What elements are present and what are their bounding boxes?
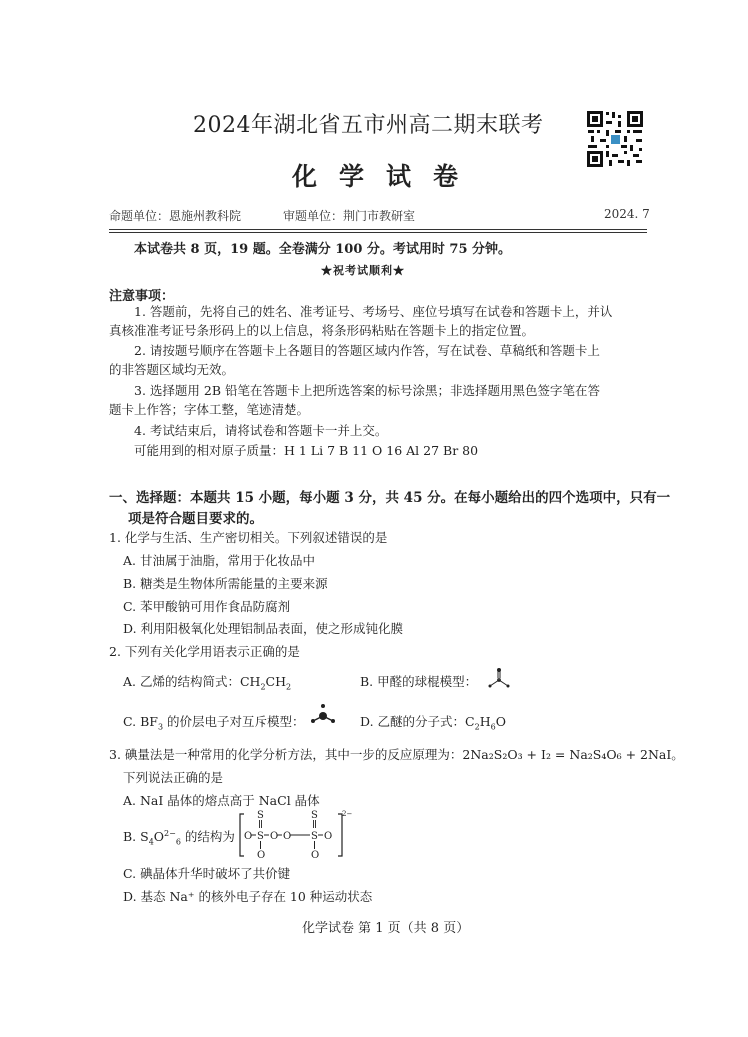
q3-stem-line-2: 下列说法正确的是: [123, 770, 224, 785]
struct-s-top-2: S: [311, 810, 318, 821]
note-1-line-1: 1. 答题前，先将自己的姓名、准考证号、考场号、座位号填写在试卷和答题卡上，并认: [134, 304, 613, 319]
section-1-heading: 一、选择题：本题共 15 小题，每小题 3 分，共 45 分。在每小题给出的四个选项中，只有一: [109, 490, 671, 506]
q3-option-d: D. 基态 Na⁺ 的核外电子存在 10 种运动状态: [123, 889, 373, 904]
q2-stem: 2. 下列有关化学用语表示正确的是: [109, 644, 300, 659]
q1-stem: 1. 化学与生活、生产密切相关。下列叙述错误的是: [109, 530, 388, 545]
struct-s-1: S: [257, 831, 264, 842]
struct-o-mid-2: O: [283, 831, 292, 842]
page-footer: 化学试卷 第 1 页（共 8 页）: [302, 921, 470, 936]
q2-option-a: A. 乙烯的结构简式：$CH_2CH_2$: [123, 674, 292, 692]
q1-option-d: D. 利用阳极氧化处理铝制品表面，使之形成钝化膜: [123, 621, 404, 636]
notes-heading: 注意事项：: [109, 289, 175, 304]
note-2-line-1: 2. 请按题号顺序在答题卡上各题目的答题区域内作答，写在试卷、草稿纸和答题卡上: [134, 343, 600, 358]
q3-option-c: C. 碘晶体升华时破坏了共价键: [123, 866, 291, 881]
note-3-line-1: 3. 选择题用 2B 铅笔在答题卡上把所选答案的标号涂黑；非选择题用黑色签字笔在答: [134, 383, 600, 398]
exam-title: 2024年湖北省五市州高二期末联考: [193, 113, 544, 138]
exam-subject: 化学试卷: [292, 162, 481, 191]
reviewer-label: 审题单位：荆门市教研室: [283, 209, 416, 223]
proposer-label: 命题单位：恩施州教科院: [109, 209, 242, 223]
formaldehyde-ball-stick-model: [486, 668, 512, 690]
atomic-masses: 可能用到的相对原子质量：H 1 Li 7 B 11 O 16 Al 27 Br 80: [134, 443, 479, 458]
section-1-heading-cont: 项是符合题目要求的。: [128, 511, 263, 527]
struct-o-mid-1: O: [270, 831, 279, 842]
struct-o-right: O: [324, 831, 333, 842]
note-2-line-2: 的非答题区域均无效。: [109, 362, 235, 377]
exam-date: 2024. 7: [604, 207, 650, 221]
q1-option-c: C. 苯甲酸钠可用作食品防腐剂: [123, 599, 291, 614]
q1-option-b: B. 糖类是生物体所需能量的主要来源: [123, 576, 328, 591]
struct-o-bottom-2: O: [311, 850, 320, 860]
q3-option-b: B. $S_4O^{2-}_6$ 的结构为: [123, 828, 235, 847]
note-4-line-1: 4. 考试结束后，请将试卷和答题卡一并上交。: [134, 423, 388, 438]
q3-option-a: A. NaI 晶体的熔点高于 NaCl 晶体: [123, 793, 320, 808]
struct-s-2: S: [311, 831, 318, 842]
qr-code: [585, 109, 645, 169]
note-3-line-2: 题卡上作答；字体工整，笔迹清楚。: [109, 402, 310, 417]
q3-stem-line-1: 3. 碘量法是一种常用的化学分析方法，其中一步的反应原理为：2Na₂S₂O₃ + I₂ = Na₂S₄O₆ + 2NaI。: [109, 747, 684, 762]
q2-option-b: B. 甲醛的球棍模型：: [360, 674, 478, 689]
s4o6-structure-diagram: [238, 808, 353, 860]
struct-o-bottom-1: O: [257, 850, 266, 860]
struct-charge: 2−: [342, 810, 353, 818]
bf3-vsepr-model: [310, 703, 336, 725]
struct-o-left: O: [244, 831, 253, 842]
exam-info: 本试卷共 8 页，19 题。全卷满分 100 分。考试用时 75 分钟。: [134, 242, 512, 257]
header-rule-bottom: [109, 232, 647, 233]
note-1-line-2: 真核准准考证号条形码上的以上信息，将条形码粘贴在答题卡上的指定位置。: [109, 323, 535, 338]
q1-option-a: A. 甘油属于油脂，常用于化妆品中: [123, 553, 315, 568]
struct-s-top-1: S: [257, 810, 264, 821]
header-rule-top: [109, 229, 647, 230]
q2-option-d: D. 乙醚的分子式：$C_2H_6O$: [360, 714, 506, 732]
q2-option-c: C. $BF_3$ 的价层电子对互斥模型：: [123, 714, 305, 732]
good-luck-banner: ★祝考试顺利★: [321, 264, 405, 277]
